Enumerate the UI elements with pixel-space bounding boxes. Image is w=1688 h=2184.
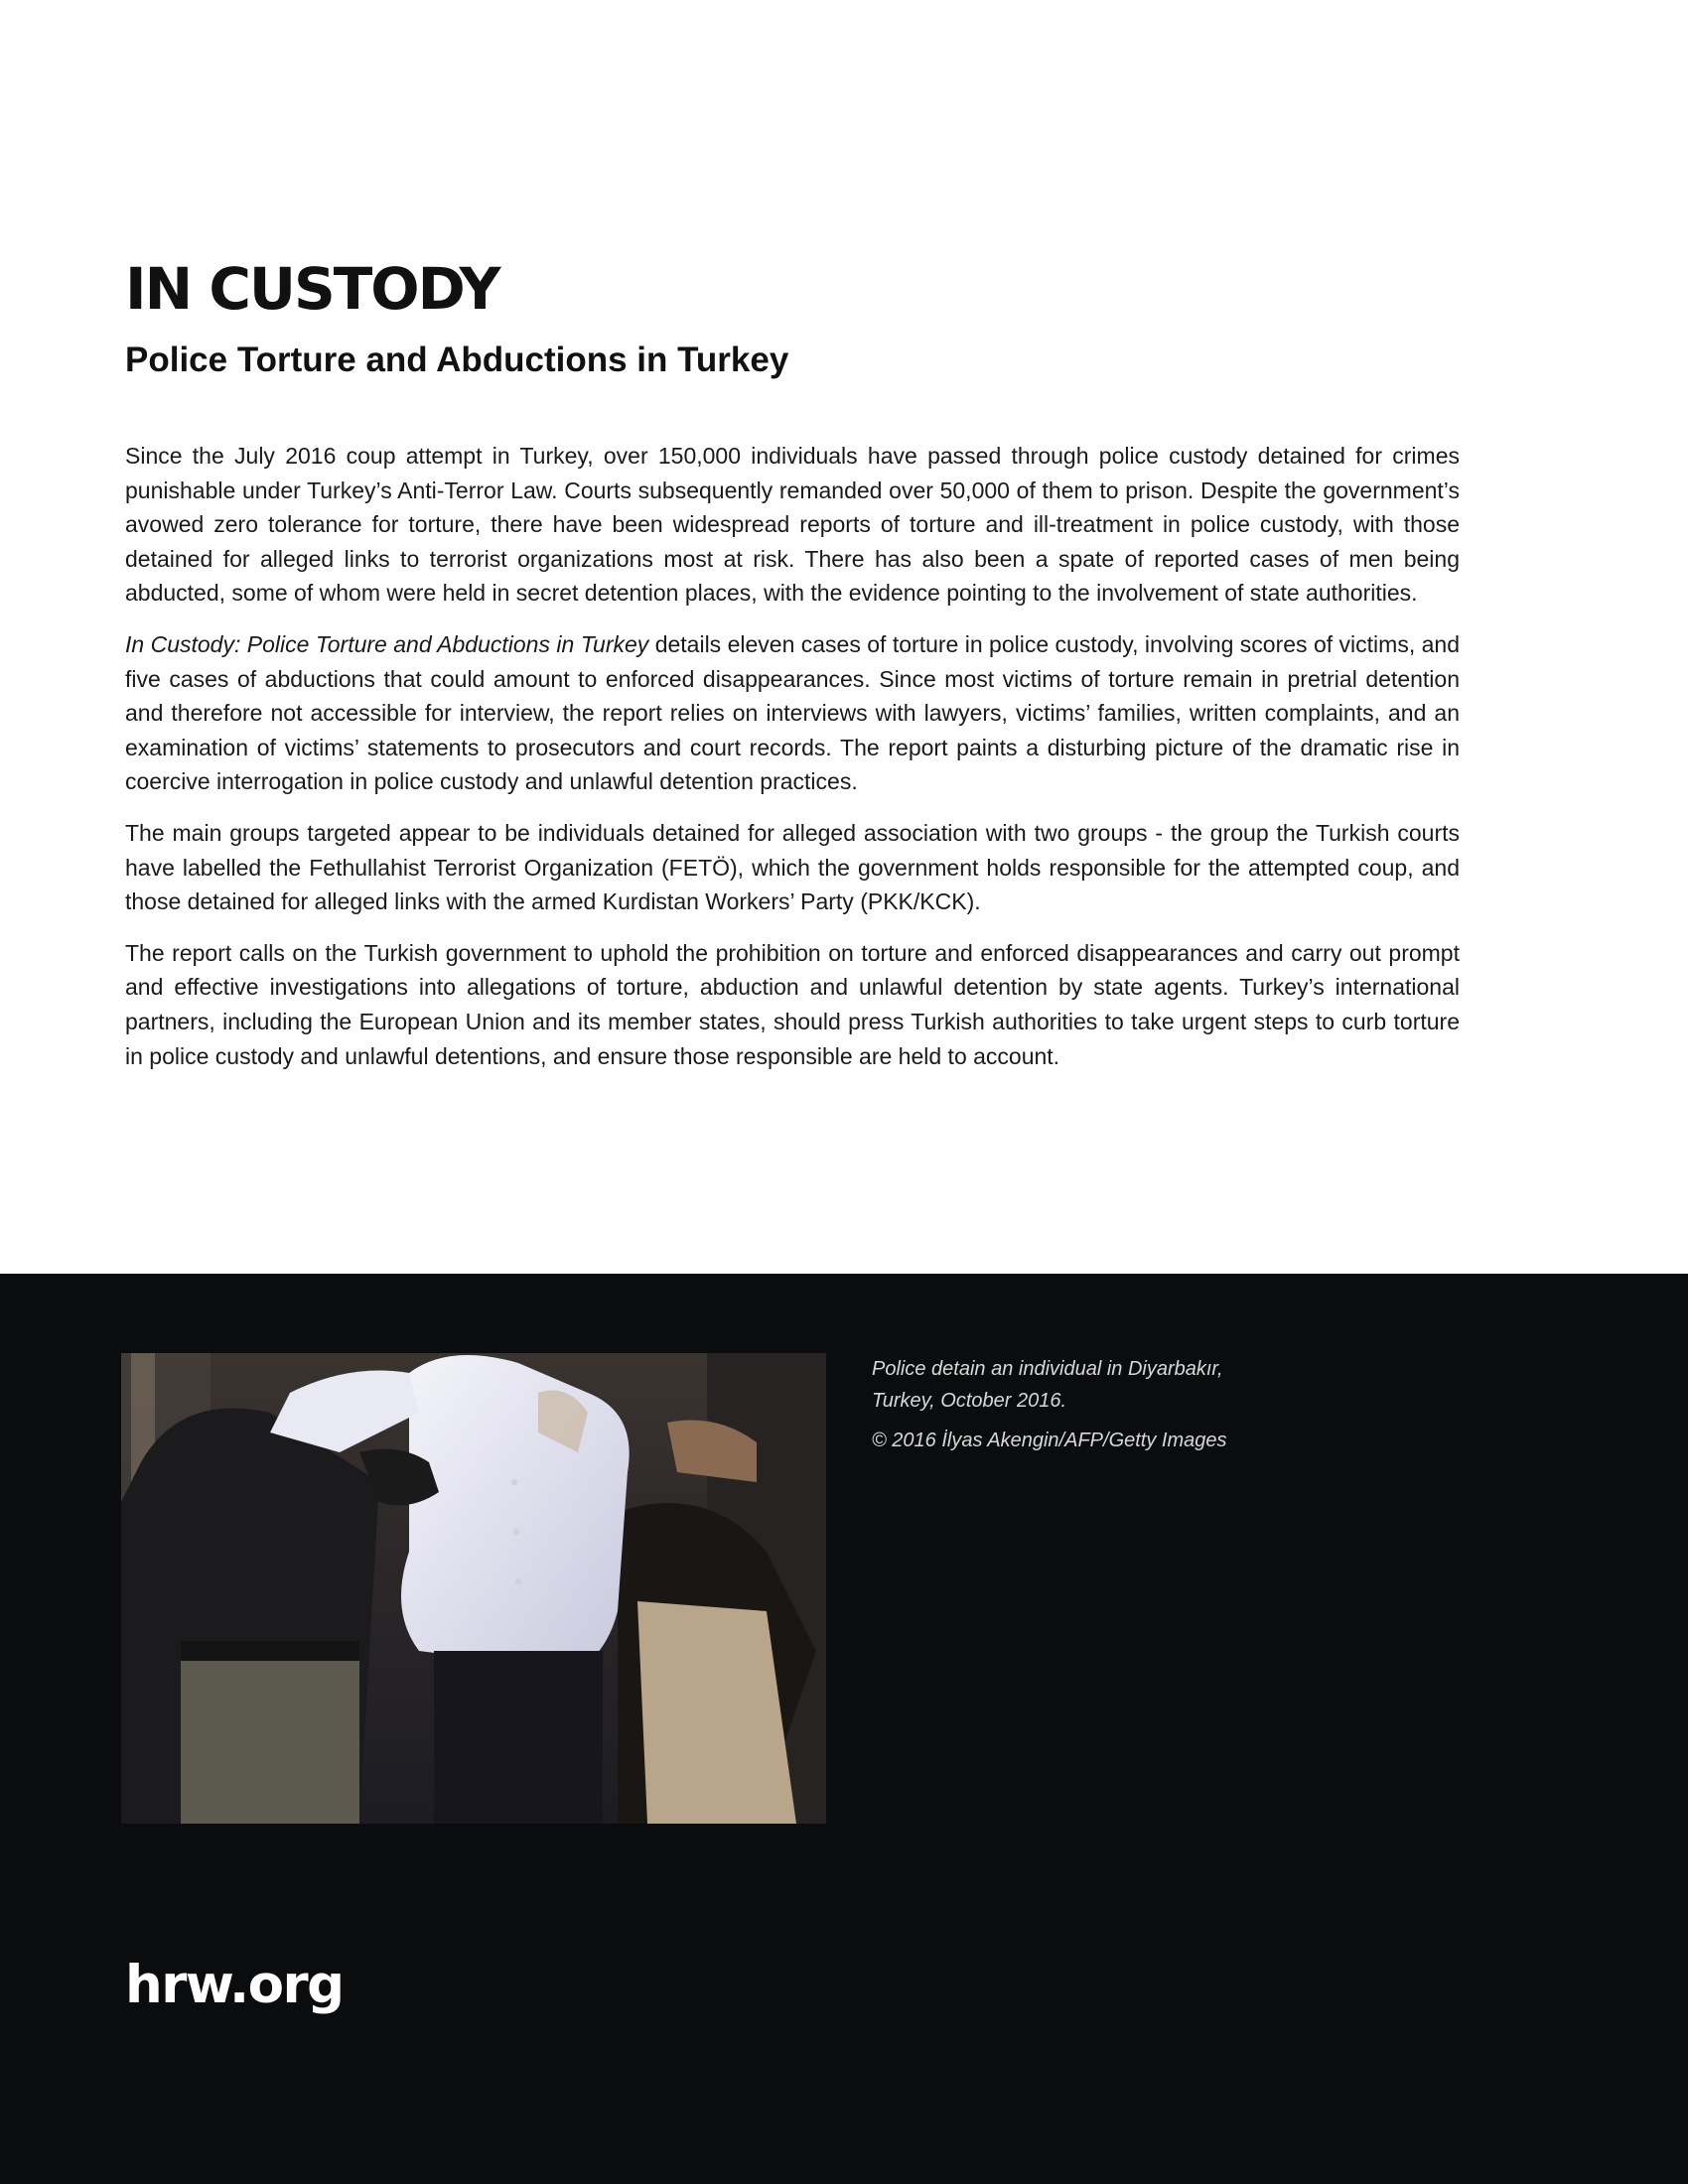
summary-paragraph: The report calls on the Turkish government to uphold the prohibition on torture and enforced disappearances and carry out prompt and effective investigations into allegations of torture, abduction and unlawful detention by state agents. Turkey’s international partners, including the European Union and its member states, should press Turkish authorities to take urgent steps to curb torture in police custody and unlawful detentions, and ensure those responsible are held to account. xyxy=(125,939,1460,1069)
summary-paragraph-text: details eleven cases of torture in police custody, involving scores of victims, and five cases of abductions that could amount to enforced disappearances. Since most victims of torture remain in pretrial detention and therefore not accessible for interview, the report relies on interviews with lawyers, victims’ families, written complaints, and an examination of victims’ statements to prosecutors and court records. The report paints a disturbing picture of the dramatic rise in coercive interrogation in police custody and unlawful detention practices. xyxy=(125,630,1460,795)
detention-photo-illustration xyxy=(121,1353,826,1824)
cover-photo xyxy=(121,1353,826,1824)
summary-paragraph: Since the July 2016 coup attempt in Turkey, over 150,000 individuals have passed through police custody detained for crimes punishable under Turkey’s Anti-Terror Law. Courts subsequently remanded over 50,000 of them to prison. Despite the government’s avowed zero tolerance for torture, there have been widespread reports of torture and ill-treatment in police custody, with those detained for alleged links to terrorist organizations most at risk. There has also been a spate of reported cases of men being abducted, some of whom were held in secret detention places, with the evidence pointing to the involvement of state authorities. xyxy=(125,443,1460,607)
report-subtitle: Police Torture and Abductions in Turkey xyxy=(125,341,789,379)
report-title-reference: In Custody: Police Torture and Abductions in Turkey xyxy=(125,630,649,657)
photo-caption xyxy=(872,1353,1388,1456)
caption-line: Police detain an individual in Diyarbakır, xyxy=(872,1358,1223,1380)
summary-paragraph xyxy=(125,627,1460,799)
caption-line: Turkey, October 2016. xyxy=(872,1390,1067,1412)
summary-body xyxy=(125,439,1460,1090)
website-link[interactable]: hrw.org xyxy=(125,1955,344,2015)
report-title: IN CUSTODY xyxy=(125,255,499,323)
footer-panel xyxy=(0,1274,1688,2184)
summary-paragraph: The main groups targeted appear to be individuals detained for alleged association with two groups - the group the Turkish courts have labelled the Fethullahist Terrorist Organization (FETÖ), which the government holds responsible for the attempted coup, and those detained for alleged links with the armed Kurdistan Workers’ Party (PKK/KCK). xyxy=(125,819,1460,915)
photo-credit: © 2016 İlyas Akengin/AFP/Getty Images xyxy=(872,1430,1227,1451)
